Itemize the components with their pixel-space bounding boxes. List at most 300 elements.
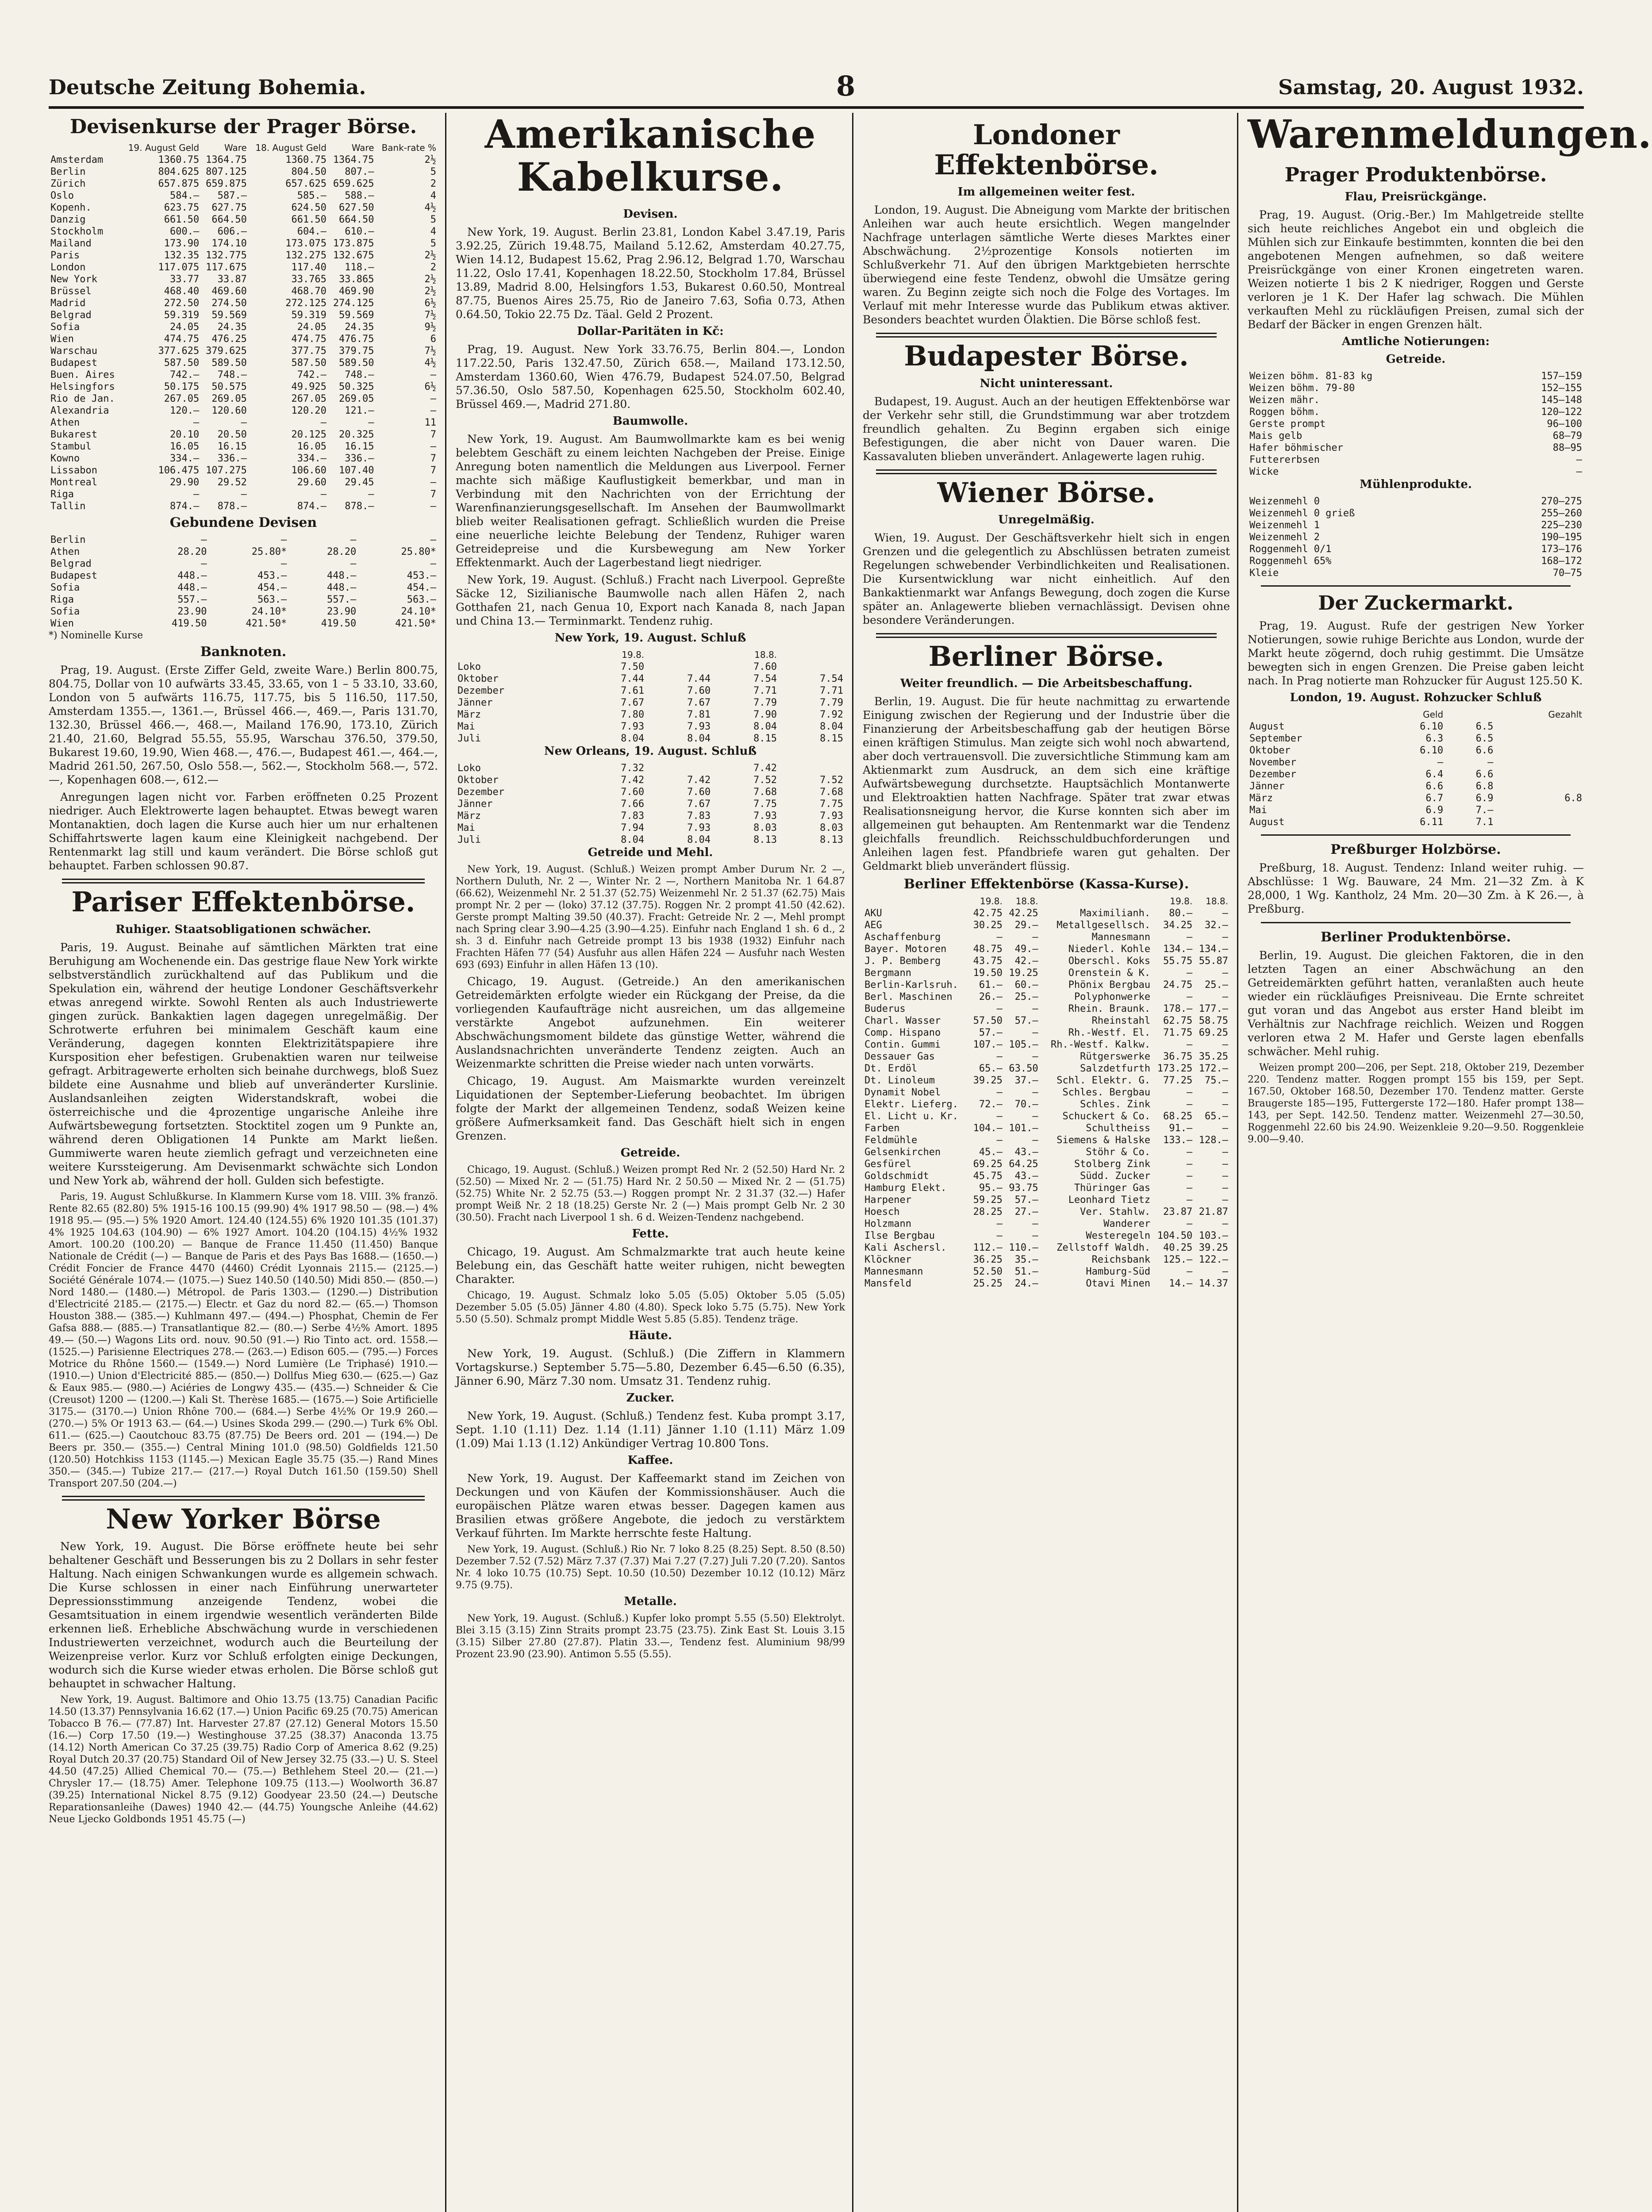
divider: [1261, 922, 1571, 923]
table-cell: Feldmühle: [864, 1134, 918, 1146]
table-cell: —: [201, 558, 207, 570]
table-cell: 604.—: [297, 226, 327, 238]
table-cell: 77.25: [1163, 1075, 1193, 1086]
table-cell: 133.—: [1163, 1134, 1193, 1146]
table-cell: Oktober: [457, 774, 499, 786]
budapest-title: Budapester Börse.: [904, 340, 1189, 373]
table-cell: Sofia: [50, 606, 80, 618]
table-cell: —: [1222, 1087, 1228, 1098]
table-cell: 8.04: [621, 733, 645, 744]
table-cell: 48.75: [973, 943, 1003, 955]
metalle-text: New York, 19. August. (Schluß.) Kupfer loko prompt 5.55 (5.50) Elektrolyt. Blei 3.15 (3.15) Zinn Straits prompt 23.75 (23.75). Zink East St. Louis 3.15 (3.15) Silber 27.80 (27.87). Platin 33.—, Tendenz fest. Aluminium 98/99 Prozent 23.90 (23.90). Antimon 5.55 (5.55).: [456, 1613, 845, 1660]
table-cell: 585.—: [297, 190, 327, 202]
kaffee-kurse: New York, 19. August. (Schluß.) Rio Nr. 7 loko 8.25 (8.25) Sept. 8.50 (8.50) Dezember 7.52 (7.52) März 7.37 (7.37) Mai 7.27 (7.27) Juli 7.20 (7.20). Santos Nr. 4 loko 10.75 (10.75) Sept. 10.50 (10.50) Dezember 10.12 (10.12) März 9.75 (9.75).: [456, 1544, 845, 1591]
table-cell: —: [1187, 967, 1193, 979]
table-cell: 51.—: [1014, 1266, 1038, 1277]
table-cell: Weizen böhm. 79-80: [1249, 383, 1355, 394]
table-cell: —: [201, 534, 207, 546]
table-row: [456, 774, 845, 786]
table-cell: 173.875: [333, 238, 374, 250]
table-cell: 334.—: [297, 453, 327, 465]
table-cell: 61.—: [979, 979, 1003, 991]
table-cell: 421.50*: [246, 618, 287, 630]
table-cell: Thüringer Gas: [1074, 1182, 1151, 1194]
fette-kurse: Chicago, 19. August. Schmalz loko 5.05 (5.05) Oktober 5.05 (5.05) Dezember 5.05 (5.05) Jänner 4.80 (4.80). Speck loko 5.75 (5.75). New York 5.50 (5.50). Schmalz prompt Middle West 5.85 (5.85). Tendenz träge.: [456, 1290, 845, 1325]
table-header: [456, 649, 580, 661]
table-cell: Weizenmehl 1: [1249, 520, 1320, 531]
table-cell: —: [320, 417, 327, 429]
table-cell: —: [1032, 1003, 1038, 1014]
amtliche-title: Amtliche Notierungen:: [1341, 335, 1490, 349]
table-row: [863, 931, 1230, 943]
table-cell: 557.—: [177, 594, 207, 606]
berlin-text: Berlin, 19. August. Die für heute nachmittag zu erwartende Einigung zwischen der Regierung und der Industrie über die Finanzierung der Arbeitsbeschaffung gab der heutigen Börse einen kräftigen Stimulus. Man zeigte sich wohl noch abwartend, aber doch vertrauensvoll. Die zuversichtliche Stimmung kam am Aktienmarkt zum Ausdruck, an dem sich eine kräftige Aufwärtsbewegung durchsetzte. Hauptsächlich Montanwerte und Elektroaktien hatten Nachfrage. Später trat zwar etwas Realisationsneigung hervor, die Kurse konnten sich aber im allgemeinen gut behaupten. Am Rentenmarkt war die Tendenz gleichfalls freundlich. Reichsschuldbuchforderungen und Anleihen lagen fest. Pfandbriefe waren gut gehalten. Der Geldmarkt blieb unverändert flüssig.: [863, 695, 1230, 872]
table-cell: 49.925: [291, 381, 327, 393]
table-cell: 7: [430, 453, 436, 465]
table-cell: AKU: [864, 907, 882, 919]
table-cell: [1495, 757, 1584, 768]
table-row: [1248, 454, 1584, 466]
table-cell: —: [1222, 991, 1228, 1002]
table-cell: —: [280, 534, 287, 546]
table-cell: 55.87: [1199, 955, 1228, 967]
table-cell: 742.—: [297, 369, 327, 381]
table-cell: 49.—: [1014, 943, 1038, 955]
table-row: [49, 441, 438, 453]
column-2: [456, 113, 845, 2212]
table-cell: Schles. Zink: [1080, 1098, 1151, 1110]
table-row: [49, 429, 438, 441]
page-number: 8: [836, 70, 856, 102]
table-cell: 107.275: [206, 465, 247, 476]
table-row: [456, 673, 845, 685]
baumwolle-text: New York, 19. August. Am Baumwollmarkte kam es bei wenig belebtem Geschäft zu einem leichten Nachgeben der Preise. Einige Anregung boten namentlich die Meldungen aus Liverpool. Ferner machte sich mäßige Kauflustigkeit bemerkbar, und man in Verbindung mit den Nachrichten von der Errichtung der Warenfinanzierungsgesellschaft. Im Ansehen der Baumwollmarkt blieb weiter Realisationen gefragt. Schließlich wurden die Preise eine neuerliche leichte Belebung der Tendenz, Ruhiger waren Getreidepreise und die Kursbewegung am New Yorker Effektenmarkt. Auch der Lagerbestand liegt niedriger.: [456, 432, 845, 569]
table-row: [1248, 466, 1584, 478]
table-row: [1248, 430, 1584, 442]
table-cell: —: [430, 369, 436, 381]
gebundene-table: [49, 534, 438, 630]
fette-text: Chicago, 19. August. Am Schmalzmarkte trat auch heute keine Belebung ein, das Geschäft hatte weiter ruhigen, nicht bewegten Charakter.: [456, 1245, 845, 1286]
table-cell: Bayer. Motoren: [864, 943, 947, 955]
table-cell: 588.—: [345, 190, 374, 202]
terminmarkt-title: New York, 19. August. Schluß: [554, 631, 746, 645]
table-row: [49, 500, 438, 512]
table-cell: 72.—: [979, 1098, 1003, 1110]
table-cell: 2: [430, 178, 436, 190]
table-row: [863, 955, 1230, 967]
table-cell: 1364.75: [206, 154, 247, 166]
table-cell: Stockholm: [50, 226, 104, 238]
table-row: [863, 1122, 1230, 1134]
table-header: [1248, 709, 1381, 721]
table-cell: Ilse Bergbau: [864, 1230, 935, 1241]
table-cell: Schuckert & Co.: [1062, 1110, 1151, 1122]
table-cell: 657.625: [285, 178, 327, 190]
zucker-title: Der Zuckermarkt.: [1318, 592, 1514, 615]
table-cell: 6.3: [1425, 733, 1444, 744]
table-cell: 8.04: [753, 721, 777, 732]
table-cell: 23.90: [327, 606, 357, 618]
dollar-sub: Dollar-Paritäten in Kč:: [577, 324, 724, 338]
pariser-text: Paris, 19. August. Beinahe auf sämtlichen Märkten trat eine Beruhigung am Wochenende ein. Das gestrige flaue New York wirkte selbstverständlich zurückhaltend auf das Publikum und die Spekulation ein, während der heutige Londoner Geschäftsverkehr etwas anregend wirkte. Sowohl Renten als auch Industriewerte gingen zurück. Bankaktien lagen dagegen unregelmäßig. Der Schrotwerte erfuhren bei minimalem Geschäft kaum eine Veränderung, dagegen konnten Elektrizitätspapiere ihre Kursposition eher befestigen. Grubenaktien waren nur teilweise gefragt. Arbitragewerte erholten sich beinahe durchwegs, bloß Suez bildete eine Ausnahme und blieb auf unveränderter Kurslinie. Auslandsanleihen zeigten Widerstandskraft, wobei die österreichische und die 4prozentige ungarische Anleihe ihre Aufwärtsbewegung fortsetzten. Stocktitel zogen um 9 Punkte an, während deren Obligationen 14 Punkte am Markt ließen. Gummiwerte waren heute ziemlich gefragt und verzeichneten eine weitere Kurssteigerung. Am Devisenmarkt schwächte sich London und New York ab, während der holl. Gulden sich befestigte.: [49, 941, 438, 1187]
table-cell: 7.92: [820, 709, 843, 720]
table-header: 18.8.: [1015, 895, 1038, 906]
newyork-kurse: New York, 19. August. Baltimore and Ohio 13.75 (13.75) Canadian Pacific 14.50 (13.37) Pennsylvania 16.62 (17.—) Union Pacific 69.25 (70.75) American Tobacco B 76.— (77.87) Int. Harvester 27.87 (27.12) General Motors 15.50 (16.—) Corp 17.50 (19.—) Westinghouse 37.25 (38.37) Anaconda 13.75 (14.12) North American Co 37.25 (39.75) Radio Corp of America 8.62 (9.25) Royal Dutch 20.37 (20.75) Standard Oil of New Jersey 32.75 (33.—) U. S. Steel 44.50 (47.25) Allied Chemical 70.— (75.—) Bethlehem Steel 20.— (21.—) Chrysler 17.— (18.75) Amer. Telephone 109.75 (113.—) Woolworth 36.87 (39.25) International Nickel 8.75 (9.12) Goodyear 23.50 (24.—) Deutsche Reparationsanleihe (Dawes) 1940 42.— (44.75) Youngsche Anleihe (44.62) Neue Ljecko Goldbonds 1951 45.75 (—): [49, 1694, 438, 1825]
table-cell: Weizenmehl 0: [1249, 496, 1320, 507]
table-cell: 7.32: [621, 762, 645, 774]
table-cell: 24.05: [170, 322, 200, 333]
table-cell: 7.52: [753, 774, 777, 786]
table-cell: —: [1032, 1087, 1038, 1098]
table-cell: 2½: [424, 274, 436, 285]
getreide-table: [1248, 370, 1584, 478]
table-cell: Kleie: [1249, 568, 1279, 579]
table-cell: 37.—: [1014, 1075, 1038, 1086]
table-cell: Rhein. Braunk.: [1068, 1003, 1151, 1014]
table-cell: 24.—: [1014, 1278, 1038, 1289]
table-cell: Loko: [457, 661, 481, 672]
table-cell: 28.25: [973, 1206, 1003, 1217]
table-row: [863, 1063, 1230, 1075]
table-cell: Holzmann: [864, 1218, 911, 1229]
table-cell: 7.54: [820, 673, 843, 684]
table-row: [863, 1170, 1230, 1182]
muehlen-table: [1248, 495, 1584, 579]
table-cell: 7.1: [1475, 816, 1494, 828]
table-cell: Mannesmann: [864, 1266, 923, 1277]
table-cell: 7.80: [621, 709, 645, 720]
table-cell: Hamburg-Süd: [1086, 1266, 1151, 1277]
table-cell: —: [1222, 1158, 1228, 1170]
table-cell: —: [280, 558, 287, 570]
haeute-text: New York, 19. August. (Schluß.) (Die Ziffern in Klammern Vortagskurse.) September 5.75—5.80, Dezember 6.45—6.50 (6.35), Jänner 6.90, März 7.30 nom. Umsatz 31. Tendenz ruhig.: [456, 1347, 845, 1387]
table-row: [49, 238, 438, 250]
table-cell: November: [1249, 757, 1296, 768]
table-cell: 50.575: [211, 381, 247, 393]
table-cell: 134.—: [1199, 943, 1228, 955]
table-cell: 7.79: [820, 697, 843, 708]
column-1: [49, 113, 438, 2212]
prager-sub: Flau, Preisrückgänge.: [1345, 190, 1487, 204]
table-cell: 7.54: [753, 673, 777, 684]
table-cell: Berlin: [50, 534, 86, 546]
table-cell: 19.50: [973, 967, 1003, 979]
table-row: [456, 685, 845, 697]
table-row: [1248, 768, 1584, 780]
orleans-table: [456, 762, 845, 846]
table-row: [49, 321, 438, 333]
table-cell: 58.75: [1199, 1015, 1228, 1026]
table-cell: 106.60: [291, 465, 327, 476]
table-cell: 448.—: [327, 582, 357, 594]
table-cell: 267.05: [291, 393, 327, 405]
table-row: [863, 979, 1230, 991]
table-row: [863, 991, 1230, 1003]
table-cell: 57.—: [1014, 1015, 1038, 1026]
table-cell: 7.60: [621, 786, 645, 798]
column-4: [1248, 111, 1652, 2212]
table-row: [49, 345, 438, 357]
table-cell: 132.775: [206, 250, 247, 261]
prager-text: Prag, 19. August. (Orig.-Ber.) Im Mahlgetreide stellte sich heute reichliches Angebot ein und obgleich die Mühlen sich zur Einkaufe bestimmten, konnten die bei den angebotenen Mengen aufnehmen, so daß weitere Preisrückgänge von einer Kronen eingetreten waren. Weizen notierte 1 bis 2 K niedriger, Roggen und Gerste verloren je 1 K. Der Hafer lag schwach. Die Mühlen verkauften Mehl zu rückläufigen Preisen, zumal sich der Bedarf der Bäcker in engen Grenzen hält.: [1248, 208, 1584, 331]
table-cell: Riga: [50, 489, 74, 500]
table-cell: Siemens & Halske: [1057, 1134, 1151, 1146]
table-cell: —: [241, 417, 247, 429]
table-cell: 659.625: [333, 178, 374, 190]
table-cell: 6.9: [1425, 804, 1444, 816]
table-cell: Montreal: [50, 477, 97, 488]
table-cell: [1495, 733, 1584, 745]
table-cell: —: [1576, 454, 1582, 466]
table-cell: —: [1576, 466, 1582, 478]
table-cell: 379.75: [339, 346, 374, 357]
table-cell: —: [1222, 1266, 1228, 1277]
table-row: [1248, 757, 1584, 768]
waren-title: Warenmeldungen.: [1248, 111, 1652, 157]
table-cell: Rheinstahl: [1091, 1015, 1151, 1026]
table-cell: 57.—: [979, 1027, 1003, 1038]
table-row: [1248, 733, 1584, 745]
chicago-sub: Getreide.: [620, 1146, 680, 1160]
table-cell: 453.—: [257, 570, 287, 582]
table-cell: Phönix Bergbau: [1068, 979, 1151, 991]
table-cell: Goldschmidt: [864, 1170, 929, 1182]
table-row: [49, 309, 438, 321]
table-cell: 6.10: [1420, 745, 1444, 756]
table-cell: Athen: [50, 546, 80, 558]
table-row: [49, 178, 438, 190]
table-cell: 9½: [424, 322, 436, 333]
gebundene-title: Gebundene Devisen: [169, 515, 317, 531]
table-header: 18. August Geld: [255, 142, 327, 154]
table-row: [1248, 418, 1584, 430]
table-cell: 748.—: [345, 369, 374, 381]
table-cell: 42.25: [1009, 907, 1038, 919]
table-cell: —: [1222, 907, 1228, 919]
table-cell: J. P. Bemberg: [864, 955, 941, 967]
table-cell: —: [430, 477, 436, 488]
table-cell: Leonhard Tietz: [1068, 1194, 1151, 1206]
table-row: [49, 285, 438, 297]
table-cell: 7.52: [820, 774, 843, 786]
table-cell: Roggen böhm.: [1249, 407, 1320, 418]
zucker-sub: Zucker.: [626, 1391, 675, 1405]
table-cell: 476.25: [211, 334, 247, 345]
table-cell: 1360.75: [285, 154, 327, 166]
table-cell: 6½: [424, 381, 436, 393]
table-cell: Paris: [50, 250, 80, 261]
table-cell: Wanderer: [1103, 1218, 1151, 1229]
fette-sub: Fette.: [632, 1227, 669, 1240]
holz-text: Preßburg, 18. August. Tendenz: Inland weiter ruhig. — Abschlüsse: 1 Wg. Bauware, 24 Mm. 21—32 Zm. à K 28,000, 1 Wg. Kantholz, 24 Mm. 20—30 Zm. à K 26.—, à Preßburg.: [1248, 861, 1584, 915]
table-cell: 874.—: [297, 501, 327, 512]
table-row: [1248, 507, 1584, 519]
table-cell: 30.25: [973, 919, 1003, 931]
column-3: [863, 113, 1230, 2212]
table-cell: 23.87: [1163, 1206, 1193, 1217]
table-cell: 120.—: [170, 405, 200, 417]
table-cell: —: [1487, 757, 1494, 768]
table-cell: 65.—: [1205, 1110, 1228, 1122]
prager-title: Prager Produktenbörse.: [1284, 163, 1547, 186]
table-row: [1248, 780, 1584, 792]
table-cell: 173—176: [1541, 544, 1582, 555]
table-cell: —: [996, 1003, 1003, 1014]
table-cell: Rh.-Westf. Kalkw.: [1050, 1039, 1151, 1050]
table-cell: 748.—: [217, 369, 247, 381]
table-cell: 43.75: [973, 955, 1003, 967]
table-cell: Buen. Aires: [50, 369, 115, 381]
table-cell: —: [1032, 1134, 1038, 1146]
table-row: [456, 834, 845, 846]
table-cell: 7.81: [687, 709, 711, 720]
table-cell: 16.15: [345, 441, 374, 453]
table-cell: Weizenmehl 0 grieß: [1249, 508, 1355, 519]
table-cell: 7: [430, 429, 436, 441]
table-cell: —: [1032, 1051, 1038, 1062]
table-cell: 88—95: [1552, 442, 1582, 454]
column-rule: [852, 113, 853, 2212]
table-cell: Sofia: [50, 322, 80, 333]
table-row: [863, 1206, 1230, 1218]
table-cell: —: [1222, 967, 1228, 979]
table-cell: August: [1249, 721, 1285, 732]
table-cell: 5: [430, 166, 436, 178]
table-cell: 474.75: [291, 334, 327, 345]
table-cell: 34.25: [1163, 919, 1193, 931]
table-cell: [1495, 780, 1584, 792]
table-cell: Orenstein & K.: [1068, 967, 1151, 979]
table-cell: 59.319: [164, 310, 200, 321]
divider: [876, 633, 1217, 634]
table-row: [863, 1218, 1230, 1230]
table-cell: März: [457, 810, 481, 822]
table-cell: [779, 661, 845, 673]
table-cell: 70.—: [1014, 1098, 1038, 1110]
table-cell: Athen: [50, 417, 80, 429]
table-cell: 6.7: [1425, 792, 1444, 804]
table-row: [49, 618, 438, 630]
table-cell: 7.79: [753, 697, 777, 708]
table-cell: 474.75: [164, 334, 200, 345]
table-cell: —: [193, 417, 200, 429]
table-cell: 120—122: [1541, 407, 1582, 418]
table-cell: Buderus: [864, 1003, 906, 1014]
table-cell: Loko: [457, 762, 481, 774]
table-cell: Klöckner: [864, 1254, 911, 1265]
table-cell: 8.03: [753, 822, 777, 833]
table-cell: —: [1222, 1182, 1228, 1194]
table-cell: London: [50, 262, 86, 273]
table-cell: 6.8: [1475, 780, 1494, 792]
table-cell: 71.75: [1163, 1027, 1193, 1038]
produkten-kurse: Weizen prompt 200—206, per Sept. 218, Oktober 219, Dezember 220. Tendenz matter. Roggen prompt 155 bis 159, per Sept. 167.50, Oktober 168.50, Dezember 170. Tendenz matter. Gerste Braugerste 185—195, Futtergerste 172—180. Hafer prompt 138—143, per Sept. 142.50. Tendenz matter. Weizenmehl 27—30.50, Roggenmehl 22.60 bis 24.90. Weizenkleie 9.20—9.50. Roggenkleie 9.00—9.40.: [1248, 1062, 1584, 1145]
table-cell: 20.10: [170, 429, 200, 441]
table-cell: 4: [430, 190, 436, 202]
table-cell: 807.125: [206, 166, 247, 178]
table-cell: 610.—: [345, 226, 374, 238]
table-cell: Weizenmehl 2: [1249, 532, 1320, 543]
table-cell: [1495, 768, 1584, 780]
table-cell: 7.—: [1475, 804, 1494, 816]
table-cell: [1495, 816, 1584, 828]
table-cell: Kowno: [50, 453, 80, 465]
table-cell: 4: [430, 226, 436, 238]
table-cell: 43.—: [1014, 1146, 1038, 1158]
dollar-text: Prag, 19. August. New York 33.76.75, Berlin 804.—, London 117.22.50, Paris 132.47.50, Zürich 658.—, Mailand 173.12.50, Amsterdam 1360.60, Wien 476.79, Budapest 524.07.50, Belgrad 57.36.50, Oslo 587.50, Kopenhagen 625.50, Stockholm 602.40, Brüssel 469.—, Madrid 271.80.: [456, 342, 845, 411]
table-cell: 110.—: [1009, 1242, 1038, 1253]
chicago-text-2: Chicago, 19. August. Am Maismarkte wurden vereinzelt Liquidationen der September-Lieferung beobachtet. Im übrigen folgte der Markt der allgemeinen Tendenz, sodaß Weizen keine größere Aufmerksamkeit fand. Das Geschäft hielt sich in engen Grenzen.: [456, 1074, 845, 1142]
table-row: [49, 369, 438, 381]
table-cell: Rh.-Westf. El.: [1068, 1027, 1151, 1038]
table-cell: 20.125: [291, 429, 327, 441]
table-cell: 173.90: [164, 238, 200, 250]
table-cell: 8.04: [687, 733, 711, 744]
table-cell: 269.05: [211, 393, 247, 405]
table-cell: 24.75: [1163, 979, 1193, 991]
table-cell: 661.50: [164, 214, 200, 226]
table-cell: 16.15: [217, 441, 247, 453]
table-row: [456, 810, 845, 822]
table-cell: 59.25: [973, 1194, 1003, 1206]
table-row: [1248, 792, 1584, 804]
table-cell: —: [1187, 1098, 1193, 1110]
table-row: [49, 606, 438, 618]
table-cell: [646, 762, 712, 774]
london-title: Londoner Effektenbörse.: [934, 119, 1159, 181]
table-cell: —: [1187, 1158, 1193, 1170]
table-cell: Schles. Bergbau: [1062, 1087, 1151, 1098]
table-cell: 7.93: [753, 810, 777, 822]
table-row: [1248, 745, 1584, 757]
table-cell: 101.—: [1009, 1122, 1038, 1134]
table-cell: Wicke: [1249, 466, 1279, 478]
table-cell: Bergmann: [864, 967, 911, 979]
table-cell: 255—260: [1541, 508, 1582, 519]
table-cell: Dezember: [1249, 768, 1296, 780]
table-cell: 80.—: [1169, 907, 1193, 919]
table-row: [1248, 543, 1584, 555]
table-cell: —: [368, 489, 374, 500]
table-cell: —: [1222, 931, 1228, 943]
table-cell: El. Licht u. Kr.: [864, 1110, 958, 1122]
table-cell: 6.8: [1564, 792, 1582, 804]
table-cell: Oktober: [1249, 745, 1291, 756]
table-cell: 107.40: [339, 465, 374, 476]
table-row: [49, 333, 438, 345]
table-row: [1248, 816, 1584, 828]
table-cell: 7.93: [687, 721, 711, 732]
table-cell: Alexandria: [50, 405, 109, 417]
table-cell: 117.675: [206, 262, 247, 273]
table-cell: 468.40: [164, 286, 200, 297]
table-cell: 104.—: [973, 1122, 1003, 1134]
table-cell: Sofia: [50, 582, 80, 594]
table-cell: —: [996, 1134, 1003, 1146]
table-cell: 469.60: [211, 286, 247, 297]
table-row: [456, 786, 845, 798]
table-cell: —: [1222, 1122, 1228, 1134]
table-cell: 128.—: [1199, 1134, 1228, 1146]
table-cell: 35.25: [1199, 1051, 1228, 1062]
table-row: [863, 1242, 1230, 1254]
kaffee-sub: Kaffee.: [627, 1453, 673, 1467]
table-cell: 91.—: [1169, 1122, 1193, 1134]
table-cell: Dezember: [457, 685, 504, 696]
table-cell: 563.—: [257, 594, 287, 606]
table-cell: —: [1187, 1087, 1193, 1098]
table-cell: Gerste prompt: [1249, 419, 1326, 430]
